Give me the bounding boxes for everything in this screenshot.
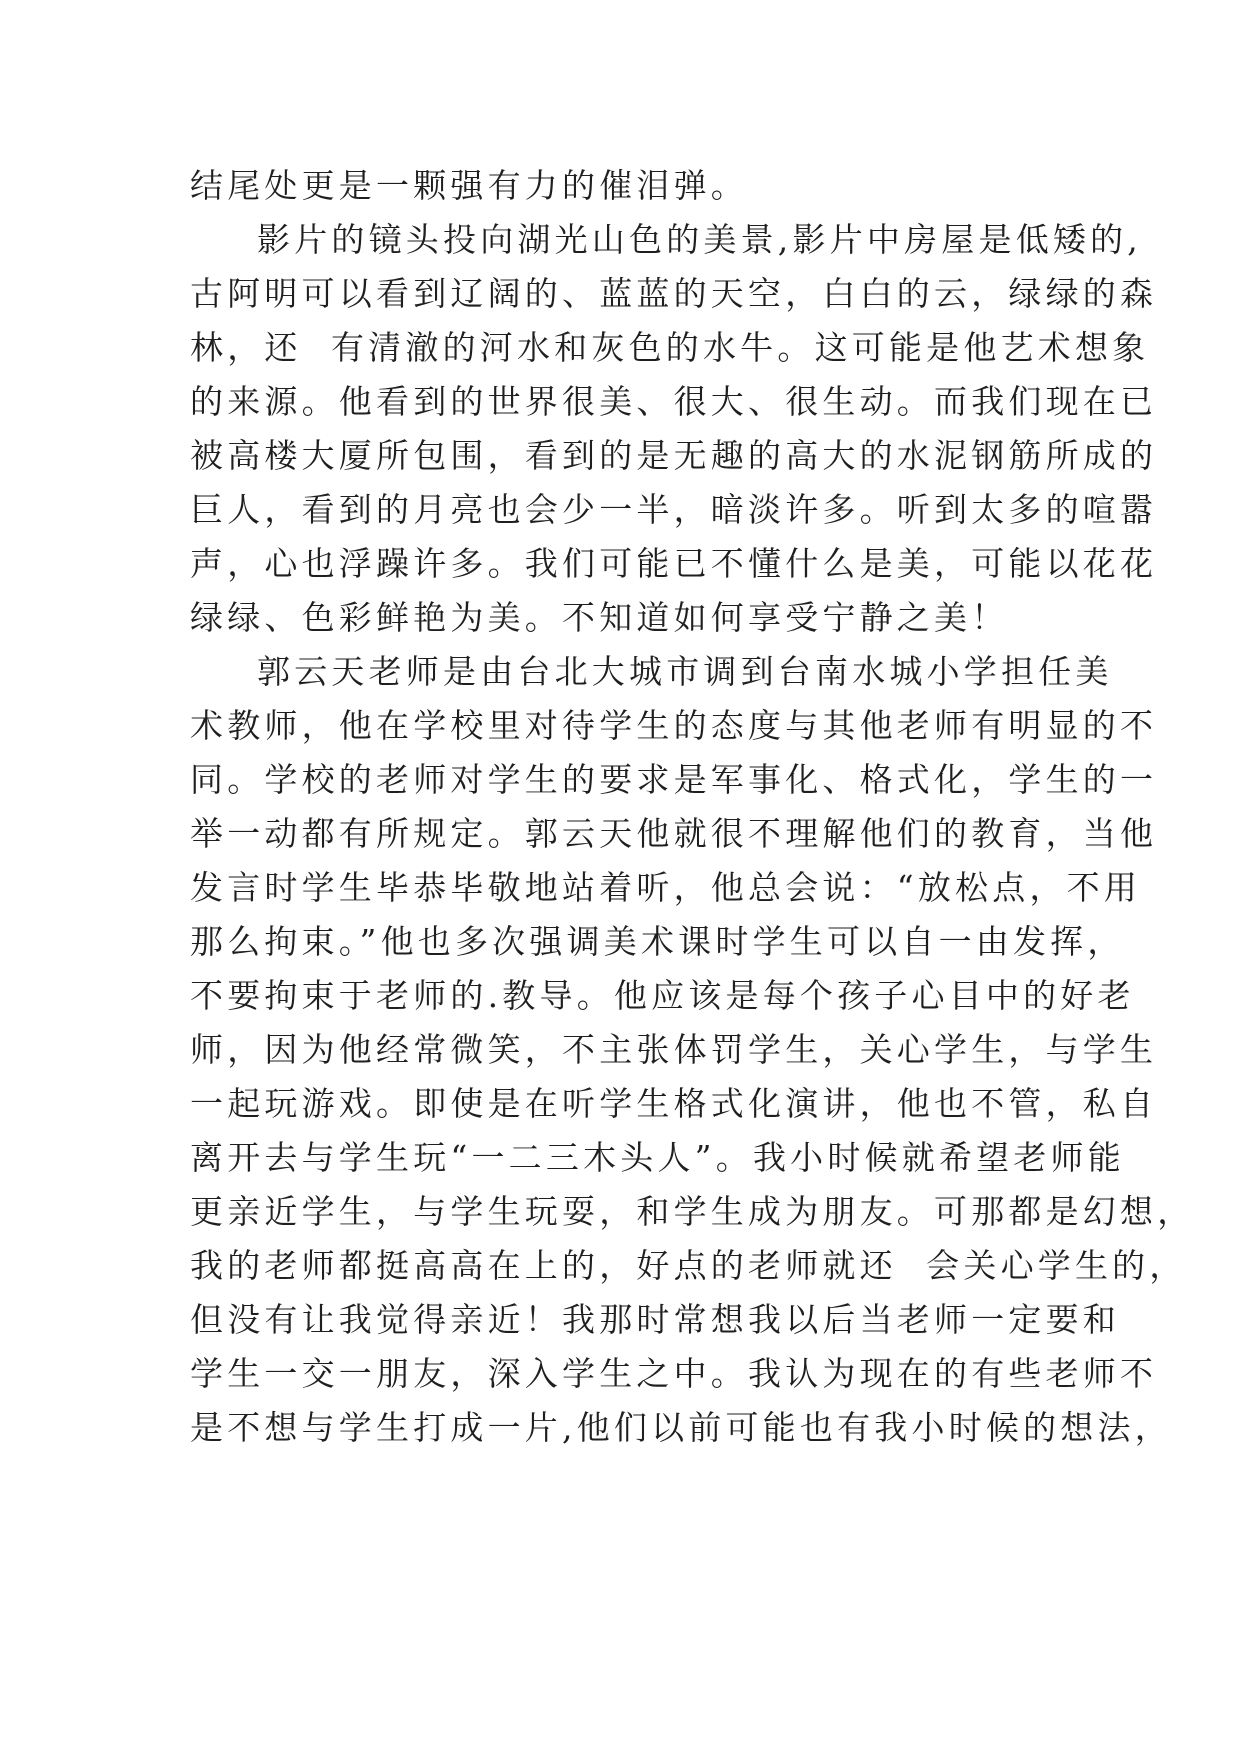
- text-line: 古阿明可以看到辽阔的、蓝蓝的天空，白白的云，绿绿的森: [190, 274, 1158, 313]
- paragraph-start-line: 影片的镜头投向湖光山色的美景,影片中房屋是低矮的,: [257, 220, 1142, 259]
- text-line: 学生一交一朋友，深入学生之中。我认为现在的有些老师不: [190, 1354, 1158, 1393]
- text-line: 我的老师都挺高高在上的，好点的老师就还 会关心学生的，: [190, 1246, 1187, 1285]
- text-line: 不要拘束于老师的.教导。他应该是每个孩子心目中的好老: [190, 976, 1135, 1015]
- text-line: 一起玩游戏。即使是在听学生格式化演讲，他也不管，私自: [190, 1084, 1158, 1123]
- text-line: 术教师，他在学校里对待学生的态度与其他老师有明显的不: [190, 706, 1158, 745]
- text-line: 巨人，看到的月亮也会少一半，暗淡许多。听到太多的喧嚣: [190, 490, 1158, 529]
- text-line: 是不想与学生打成一片,他们以前可能也有我小时候的想法，: [190, 1408, 1172, 1447]
- text-line: 声，心也浮躁许多。我们可能已不懂什么是美，可能以花花: [190, 544, 1158, 583]
- text-line: 离开去与学生玩“一二三木头人”。我小时候就希望老师能: [190, 1138, 1125, 1177]
- text-line: 师，因为他经常微笑，不主张体罚学生，关心学生，与学生: [190, 1030, 1158, 1069]
- text-line: 那么拘束。”他也多次强调美术课时学生可以自一由发挥，: [190, 922, 1125, 961]
- text-line: 发言时学生毕恭毕敬地站着听，他总会说：“放松点，不用: [190, 868, 1142, 907]
- text-line: 举一动都有所规定。郭云天他就很不理解他们的教育，当他: [190, 814, 1158, 853]
- text-line: 被高楼大厦所包围，看到的是无趣的高大的水泥钢筋所成的: [190, 436, 1158, 475]
- text-line: 同。学校的老师对学生的要求是军事化、格式化，学生的一: [190, 760, 1158, 799]
- text-line: 的来源。他看到的世界很美、很大、很生动。而我们现在已: [190, 382, 1158, 421]
- paragraph-start-line: 郭云天老师是由台北大城市调到台南水城小学担任美: [257, 652, 1113, 691]
- text-line: 结尾处更是一颗强有力的催泪弹。: [190, 166, 748, 205]
- text-line: 绿绿、色彩鲜艳为美。不知道如何享受宁静之美！: [190, 598, 1009, 637]
- text-line: 林，还 有清澈的河水和灰色的水牛。这可能是他艺术想象: [190, 328, 1150, 367]
- text-line: 更亲近学生，与学生玩耍，和学生成为朋友。可那都是幻想，: [190, 1192, 1195, 1231]
- text-line: 但没有让我觉得亲近！我那时常想我以后当老师一定要和: [190, 1300, 1120, 1339]
